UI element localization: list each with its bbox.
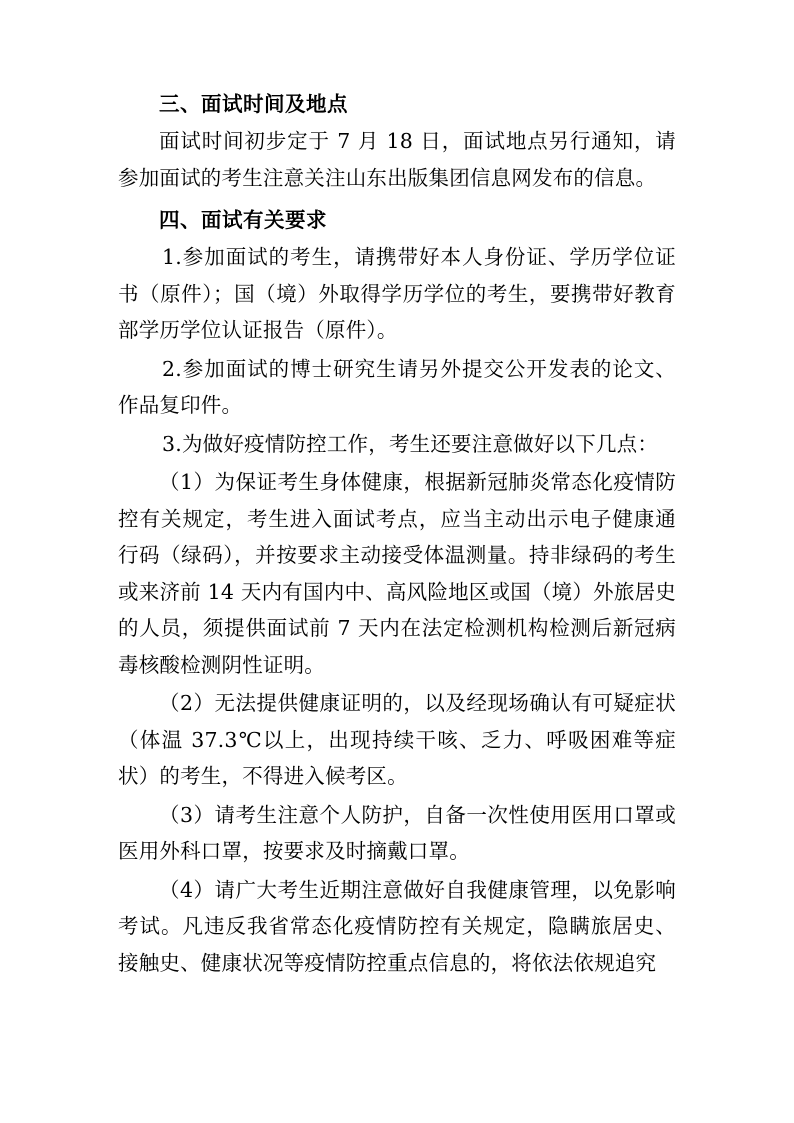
paragraph-requirement-3: 3.为做好疫情防控工作，考生还要注意做好以下几点： — [162, 431, 659, 456]
section-heading-interview-requirements: 四、面试有关要求 — [159, 208, 327, 233]
document-body — [118, 88, 676, 981]
paragraph-requirement-3-sub-2: （2）无法提供健康证明的，以及经现场确认有可疑症状（体温 37.3℃以上，出现持续干咳、乏力、呼吸困难等症状）的考生，不得进入候考区。 — [118, 691, 676, 789]
paragraph-requirement-3-sub-3: （3）请考生注意个人防护，自备一次性使用医用口罩或医用外科口罩，按要求及时摘戴口罩。 — [118, 802, 676, 864]
paragraph-interview-time-detail: 面试时间初步定于 7 月 18 日，面试地点另行通知，请参加面试的考生注意关注山东出版集团信息网发布的信息。 — [118, 129, 676, 190]
section-heading-interview-time-place: 三、面试时间及地点 — [159, 92, 348, 116]
paragraph-requirement-2: 2.参加面试的博士研究生请另外提交公开发表的论文、作品复印件。 — [118, 356, 676, 418]
paragraph-requirement-3-sub-1: （1）为保证考生身体健康，根据新冠肺炎常态化疫情防控有关规定，考生进入面试考点，应当主动出示电子健康通行码（绿码），并按要求主动接受体温测量。持非绿码的考生或来济前 14 天内有国内中、高风险地区或国（境）外旅居史的人员，须提供面试前 7 天内在法定检测机构检测后新冠病毒核酸检测阴性证明。 — [118, 470, 676, 677]
paragraph-requirement-3-sub-4: （4）请广大考生近期注意做好自我健康管理，以免影响考试。凡违反我省常态化疫情防控有关规定，隐瞒旅居史、接触史、健康状况等疫情防控重点信息的，将依法依规追究 — [118, 877, 676, 975]
paragraph-requirement-1: 1.参加面试的考生，请携带好本人身份证、学历学位证书（原件）；国（境）外取得学历学位的考生，要携带好教育部学历学位认证报告（原件）。 — [118, 245, 676, 343]
